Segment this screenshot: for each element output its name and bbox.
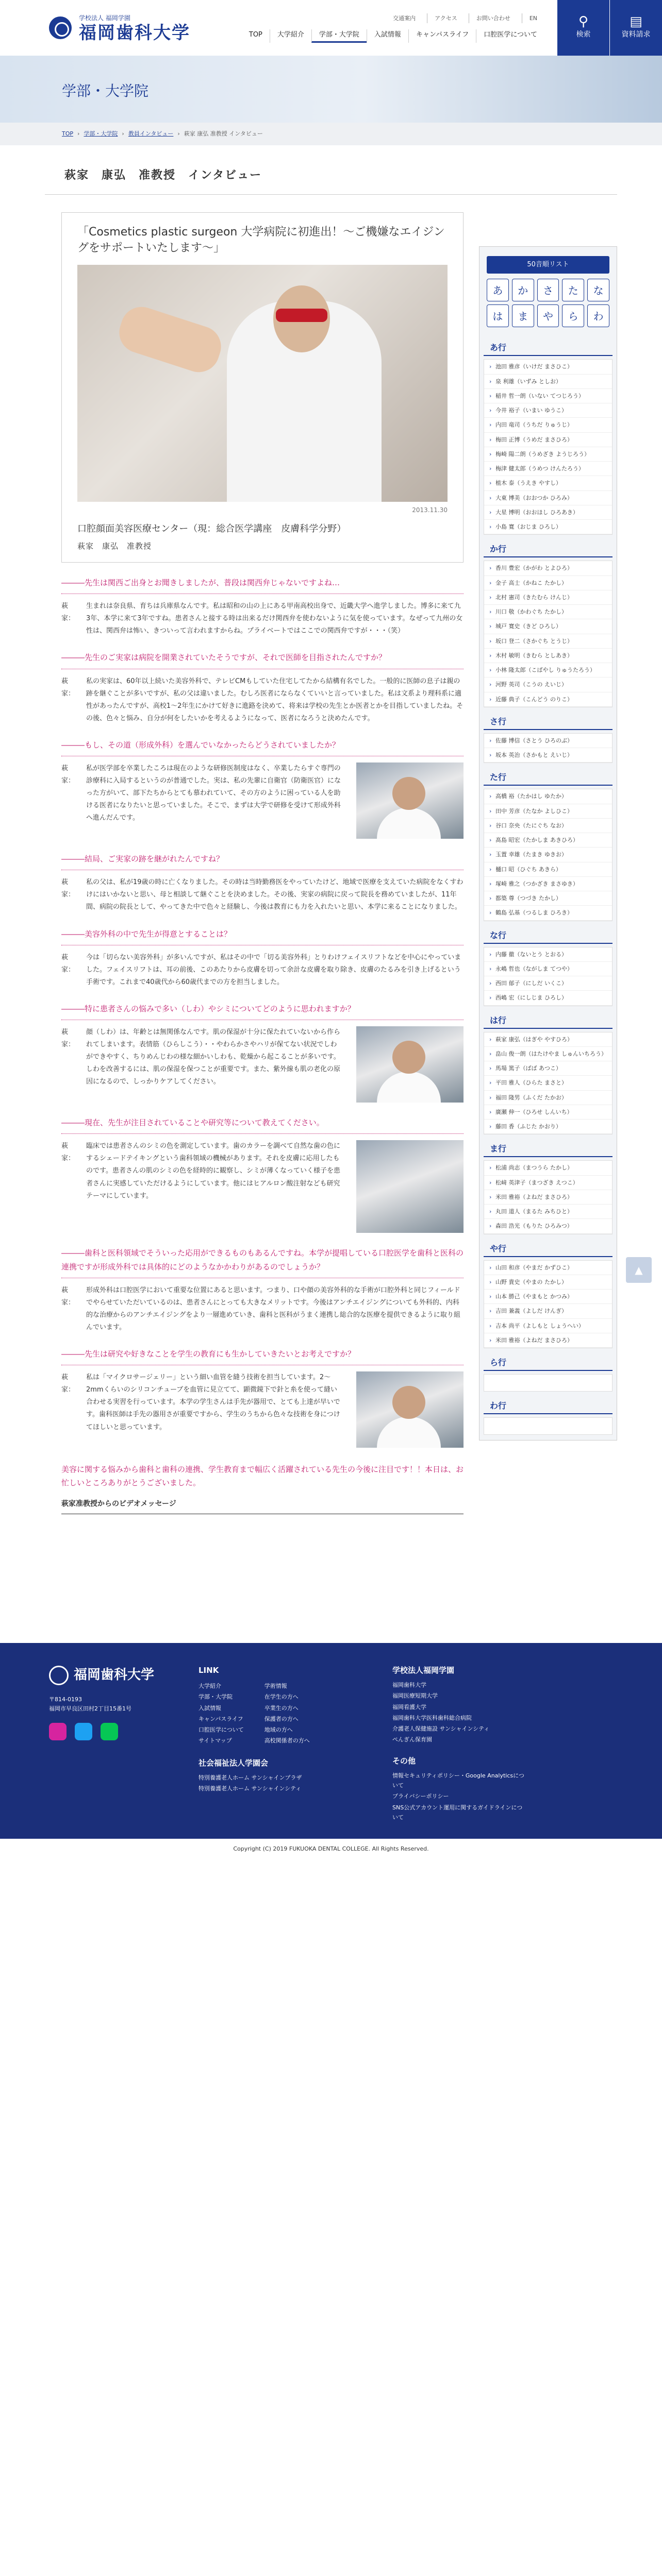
speaker: 萩家： [61,1028,75,1049]
interview-photo [356,762,464,839]
faculty-link[interactable]: › 西嶋 宏（にしじま ひろし） [484,991,612,1005]
qa-block [61,1246,464,1334]
logo-emblem-icon [49,16,72,39]
footer-group-link[interactable]: 福岡医療短期大学 [392,1692,438,1700]
kana-group [479,928,617,1006]
footer-other-link[interactable]: SNS公式アカウント運用に関するガイドラインについて [392,1804,523,1821]
photo-body [377,1417,441,1448]
video-message-heading: 萩家准教授からのビデオメッセージ [61,1498,464,1514]
faculty-link[interactable]: › 森田 浩光（もりた ひろみつ） [484,1219,612,1233]
speaker: 萩家： [61,1286,75,1307]
page-title: 萩家 康弘 准教授 インタビュー [45,145,617,195]
faculty-link[interactable]: › 川口 敬（かわぐち たかし） [484,605,612,619]
answer [61,1140,464,1233]
faculty-link[interactable]: › 池田 雅彦（いけだ まさひこ） [484,360,612,374]
footer-link-heading: LINK [198,1665,219,1675]
closing-message: 美容に関する悩みから歯科と歯科の連携、学生教育まで幅広く活躍されている先生の今後に注目です！！本日は、お忙しいところありがとうございました。 [61,1465,464,1487]
kana-group [479,341,617,535]
page-top-button[interactable] [626,1257,652,1283]
footer-link[interactable]: 在学生の方へ [264,1693,299,1701]
kana-group-heading: た行 [484,770,613,786]
photo-head [392,1041,425,1074]
kana-button-ra[interactable]: ら [562,304,584,327]
faculty-link[interactable]: › 梅津 健太郎（うめつ けんたろう） [484,462,612,476]
kana-group [479,1142,617,1234]
faculty-link[interactable]: › 山本 勝己（やまもと かつみ） [484,1290,612,1304]
faculty-list-items [484,1160,613,1234]
site-logo[interactable] [49,0,190,56]
breadcrumb-sep: › [122,130,124,138]
faculty-link[interactable]: › 金子 高士（かねこ たかし） [484,576,612,590]
faculty-link[interactable]: › 田中 芳彦（たなか よしひこ） [484,804,612,819]
empty-group [484,1374,613,1392]
search-icon: ⚲ [578,13,589,29]
header-navigation [242,0,544,56]
qa-block [61,852,464,913]
kana-button-ta[interactable]: た [562,279,584,301]
faculty-link[interactable]: › 梅崎 陽二朗（うめざき ようじろう） [484,447,612,462]
nav-admission[interactable]: 入試情報 [367,29,408,43]
faculty-link[interactable]: › 山野 貴史（やまの たかし） [484,1275,612,1290]
faculty-link[interactable]: › 吉田 兼義（よしだ けんぎ） [484,1304,612,1318]
qa-block [61,1116,464,1233]
kana-group-heading: や行 [484,1242,613,1257]
question: ―――先生は関西ご出身とお聞きしましたが、普段は関西弁じゃないですよね… [61,576,464,594]
faculty-link[interactable]: › 坂口 登二（さかぐち とうじ） [484,634,612,649]
footer-other-links [392,1771,524,1822]
footer-group-heading: 学校法人福岡学園 [392,1665,455,1675]
footer-link[interactable]: 学部・大学院 [198,1693,233,1701]
faculty-list-items [484,789,613,921]
answer-text: 臨床では患者さんのシミの色を測定しています。歯のカラーを調べて自然な歯の色にするシェードテイキングという歯科領域の機械があります。それを皮膚に応用したものです。患者さんの肌のシミの色を経時的に観察し、シミが薄くなっていく様子を患者さんに実感していただけるようにしています。他にはヒアルロン酸注射なども研究テーマにしています。 [86,1142,340,1200]
sns-links [49,1723,198,1740]
qa-block [61,1002,464,1103]
faculty-list-items [484,1260,613,1349]
faculty-list-items [484,359,613,535]
affiliation: 口腔顔面美容医療センター（現：総合医学講座 皮膚科学分野） [77,523,346,535]
qa-block [61,927,464,989]
faculty-link[interactable]: › 内田 竜司（うちだ りゅうじ） [484,418,612,432]
photo-body [377,1072,441,1103]
faculty-link[interactable]: › 大星 博明（おおほし ひろあき） [484,505,612,520]
professor-name: 萩家 康弘 准教授 [77,541,152,551]
answer-text: 顔（しわ）は、年齢とは無関係なんです。肌の保湿が十分に保たれていないから作られてしまいます。表情筋（ひらしこう）・・やわらかさやハリが保てない状況でしわができやすく、ちりめんじわの様な細かいしわも、乾燥から起こることが多いです。しわを改善するには、肌の保湿を保つことが重要です。また、紫外線も肌の老化の原因になるので、しっかりケアしてください。 [86,1028,340,1086]
question: ―――先生のご実家は病院を開業されていたそうですが、それで医師を目指されたんですか？ [61,651,464,669]
photo-hand [114,302,226,378]
footer-address: 〒814-0193 福岡市早良区田村2丁目15番1号 [49,1696,131,1712]
footer-link[interactable]: 学術情報 [264,1683,287,1690]
feature-box [61,212,464,563]
answer [61,600,464,637]
footer-logo[interactable] [49,1664,198,1687]
footer-link[interactable]: キャンパスライフ [198,1715,243,1722]
feature-heading: 「Cosmetics plastic surgeon 大学病院に初進出！～ご機嫌なエイジングをサポートいたします～」 [77,225,445,255]
kana-index-box [479,246,617,1441]
faculty-link[interactable]: › 小林 隆太郎（こばやし りゅうたろう） [484,663,612,677]
faculty-link[interactable]: › 松浦 尚志（まつうら たかし） [484,1161,612,1175]
question: ―――先生は研究や好きなことを学生の教育にも生かしていきたいとお考えですか？ [61,1347,464,1365]
faculty-link[interactable]: › 山田 和彦（やまだ かずひこ） [484,1261,612,1275]
faculty-link[interactable]: › 梅田 正博（うめだ まさひろ） [484,433,612,447]
kana-group [479,542,617,707]
answer [61,1284,464,1334]
qa-block [61,651,464,724]
faculty-link[interactable]: › 小島 寛（おじま ひろし） [484,520,612,534]
footer-other-link[interactable]: 情報セキュリティポリシー・Google Analyticsについて [392,1772,524,1789]
answer [61,952,464,989]
footer-link[interactable]: 卒業生の方へ [264,1704,299,1711]
breadcrumb-current: 萩家 康弘 准教授 インタビュー [184,130,263,138]
qa-block [61,738,464,839]
faculty-link[interactable]: › 城戸 寛史（きど ひろし） [484,619,612,634]
answer-text: 形成外科は口腔医学において重要な位置にあると思います。つまり、口や顔の美容外科的な手術が口腔外科と同じフィールドでやらせていただいているのは、患者さんにとっても大きなメリットです。今後はアンチエイジングについても外科的、内科的な治療からのアンチエイジングをより一層進めていき、歯科と医科がうまく連携し総合的な医療を提供できるように取り組んでいます。 [86,1286,460,1332]
faculty-link[interactable]: › 鶴島 弘基（つるしま ひろき） [484,906,612,920]
interview-photo [356,1026,464,1103]
util-link-contact[interactable]: お問い合わせ [469,13,518,23]
faculty-link[interactable]: › 泉 利雄（いずみ としお） [484,375,612,389]
footer-group-link[interactable]: 福岡看護大学 [392,1703,426,1710]
footer-link[interactable]: 入試情報 [198,1704,221,1711]
faculty-link[interactable]: › 佐藤 博信（さとう ひろのぶ） [484,734,612,748]
answer [61,675,464,725]
footer-link[interactable]: 保護者の方へ [264,1715,299,1722]
question: ―――結局、ご実家の跡を継がれたんですね？ [61,852,464,870]
footer-link-columns [198,1680,330,1747]
search-button[interactable] [557,0,609,56]
kana-group [479,1355,617,1392]
faculty-link[interactable]: › 大東 博美（おおつか ひろみ） [484,491,612,505]
kana-button-sa[interactable]: さ [537,279,559,301]
footer-link[interactable]: 大学紹介 [198,1683,221,1690]
utility-links [242,13,544,23]
copyright: Copyright (C) 2019 FUKUOKA DENTAL COLLEGE. All Rights Reserved. [0,1839,662,1859]
interview-article [61,212,464,1514]
faculty-link[interactable]: › 植木 泰（うえき やすし） [484,476,612,490]
site-footer [0,1643,662,1839]
faculty-list-items [484,947,613,1006]
breadcrumb [0,123,662,145]
arrow-up-icon: ▲ [635,1264,643,1276]
speaker: 萩家： [61,1374,75,1394]
professor-photo [77,265,448,502]
search-button-label: 検索 [576,30,591,39]
nav-faculty[interactable]: 学部・大学院 [311,29,367,43]
breadcrumb-sep: › [77,130,80,138]
faculty-link[interactable]: › 近藤 典子（こんどう のりこ） [484,692,612,707]
faculty-link[interactable]: › 永嶋 哲也（ながしま てつや） [484,962,612,976]
question: ―――美容外科の中で先生が得意とすることは？ [61,927,464,945]
faculty-link[interactable]: › 塚崎 雅之（つかざき まさゆき） [484,877,612,891]
breadcrumb-sep: › [177,130,180,138]
question: ―――歯科と医科領域でそういった応用ができるものもあるんですね。本学が提唱している口腔医学を歯科と医科の連携ですが形成外科では具体的にどのようなかかわりがあるのでしょうか？ [61,1246,464,1278]
faculty-list-items [484,561,613,707]
global-nav [242,29,544,43]
kana-button-ma[interactable]: ま [512,304,534,327]
answer-text: 私が医学部を卒業したころは現在のような研修医制度はなく、卒業したらすぐ専門の診療科に入局するというのが普通でした。実は、私の先輩に自衛官（防衛医官）になった方がいて、部下たちからとても慕われていて、その方のように困っている人を助ける医者になりたいと思っていました。そこで、まずは大学で研修を受けて形成外科へ進んだんです。 [86,765,341,822]
kana-group [479,1013,617,1135]
kana-group [479,715,617,764]
nav-campus-life[interactable]: キャンパスライフ [408,29,476,43]
empty-group [484,1417,613,1435]
footer-inner [0,1664,662,1823]
nav-top[interactable]: TOP [249,30,262,39]
photo-head [392,1386,425,1419]
instagram-icon[interactable] [49,1723,67,1740]
faculty-link[interactable]: › 平田 雅人（ひらた まさと） [484,1076,612,1090]
kana-group-heading: ら行 [484,1355,613,1371]
logo-title: 福岡歯科大学 [79,22,190,43]
logo-emblem-icon [49,1666,69,1685]
photo-body [377,808,441,839]
faculty-link[interactable]: › 内藤 徹（ないとう とおる） [484,947,612,962]
faculty-link[interactable]: › 藤田 香（ふじた かおり） [484,1120,612,1134]
speaker: 萩家： [61,953,75,974]
kana-button-wa[interactable]: わ [587,304,609,327]
footer-corp-heading: 社会福祉法人学園会 [198,1758,269,1768]
faculty-link[interactable]: › 玉置 幸雄（たまき ゆきお） [484,848,612,862]
faculty-link[interactable]: › 河野 英司（こうの えいじ） [484,677,612,692]
answer [61,1371,464,1448]
line-icon[interactable] [101,1723,118,1740]
faculty-link[interactable]: › 米田 雅裕（よねだ まさひろ） [484,1190,612,1205]
breadcrumb-top[interactable]: TOP [62,130,74,138]
research-screen-photo [356,1140,464,1233]
faculty-link[interactable]: › 髙島 昭宏（たかしま あきひろ） [484,833,612,848]
faculty-link[interactable]: › 馬場 篤子（ばば あつこ） [484,1061,612,1076]
kana-group-heading: か行 [484,542,613,557]
faculty-link[interactable]: › 廣瀬 伸一（ひろせ しんいち） [484,1105,612,1120]
speaker: 萩家： [61,602,75,623]
footer-brand [49,1664,198,1823]
speaker: 萩家： [61,1142,75,1163]
footer-group [392,1664,524,1823]
hero-banner [0,56,662,123]
faculty-link[interactable]: › 谷口 奈央（たにぐち なお） [484,819,612,833]
faculty-link[interactable]: › 今井 裕子（いまい ゆうこ） [484,403,612,418]
request-button-label: 資料請求 [621,30,651,39]
answer [61,876,464,913]
footer-group-link[interactable]: ぺんぎん保育園 [392,1736,432,1743]
kana-group [479,1399,617,1435]
faculty-link[interactable]: › 稲井 哲一朗（いない てつじろう） [484,389,612,403]
question: ―――現在、先生が注目されていることや研究等について教えてください。 [61,1116,464,1134]
kana-button-ha[interactable]: は [487,304,509,327]
faculty-link[interactable]: › 都築 尊（つづき たかし） [484,891,612,906]
footer-link[interactable]: 高校関係者の方へ [264,1737,310,1744]
document-icon: ▤ [630,13,642,29]
util-link-traffic[interactable]: 交通案内 [393,14,416,22]
kana-index [479,279,617,333]
nav-oral-medicine[interactable]: 口腔医学について [476,29,544,43]
kana-group-heading: さ行 [484,715,613,730]
util-link-access[interactable]: アクセス [427,13,465,23]
footer-group-link[interactable]: 福岡歯科大学 [392,1682,426,1689]
faculty-link[interactable]: › 福田 隆男（ふくだ たかお） [484,1091,612,1105]
question: ―――もし、その道（形成外科）を選んでいなかったらどうされていましたか？ [61,738,464,756]
photo-goggles [276,309,327,322]
sidebar [479,246,617,1441]
speaker: 萩家： [61,765,75,785]
kana-button-na[interactable]: な [587,279,609,301]
footer-other-heading: その他 [392,1756,416,1766]
site-header [0,0,662,56]
breadcrumb-faculty[interactable]: 学部・大学院 [84,130,118,138]
kana-group-heading: あ行 [484,341,613,356]
footer-link[interactable]: サイトマップ [198,1737,232,1744]
footer-link[interactable]: 地域の方へ [264,1726,293,1734]
kana-group-heading: ま行 [484,1142,613,1157]
content-wrapper [45,145,617,1514]
hero-title: 学部・大学院 [62,82,149,99]
faculty-list-items [484,1032,613,1135]
kana-group-heading: は行 [484,1013,613,1029]
footer-other-link[interactable]: プライバシーポリシー [392,1793,449,1800]
faculty-link[interactable]: › 吉本 尚平（よしもと しょうへい） [484,1319,612,1333]
faculty-list-items [484,733,613,764]
faculty-link[interactable]: › 西田 郁子（にしだ いくこ） [484,976,612,991]
kana-button-ya[interactable]: や [537,304,559,327]
publish-date: 2013.11.30 [412,506,448,514]
interview-photo [356,1371,464,1448]
kana-group-heading: な行 [484,928,613,944]
kana-group [479,770,617,921]
faculty-link[interactable]: › 畠山 俊一朗（はたけやま しゅんいちろう） [484,1047,612,1061]
answer-text: 今は「切らない美容外科」が多いんですが、私はその中で「切る美容外科」とりわけフェイスリフトなどを中心にやっていました。フェイスリフトは、耳の前後、このあたりから皮膚を切って余計な皮膚を取り除き、皮膚のたるみを引き上げるという手術です。これまで40歳代から60歳代までの方を担当しました。 [86,953,461,986]
faculty-link[interactable]: › 香川 豊宏（かがわ とよひろ） [484,561,612,575]
kana-group-heading: わ行 [484,1399,613,1414]
footer-links-a [198,1680,244,1747]
faculty-list [479,341,617,1435]
footer-group-link[interactable]: 福岡歯科大学医科歯科総合病院 [392,1714,472,1721]
footer-group-links [392,1680,524,1745]
faculty-link[interactable]: › 木村 敏明（きむら としあき） [484,649,612,663]
footer-logo-text: 福岡歯科大学 [74,1667,155,1683]
logo-subtitle: 学校法人 福岡学園 [79,14,130,22]
breadcrumb-interviews[interactable]: 教員インタビュー [128,130,174,138]
footer-link[interactable]: 口腔医学について [198,1726,244,1734]
kana-button-ka[interactable]: か [512,279,534,301]
speaker: 萩家： [61,677,75,698]
answer-text: 生まれは奈良県、育ちは兵庫県なんです。私は昭和の山の上にある甲南高校出身で、近畿大学へ進学しました。博多に来て九3年、本学に来て3年ですね。患者さんと接する時は出来るだけ関西弁を使わないように気を使っています。なぜって九州の女性は、関西弁は怖い、きついって言われますからね。プライベートではここでの関西弁ですが・・・（笑） [86,602,463,635]
footer-corp-link[interactable]: 特別養護老人ホーム サンシャインシティ [198,1785,302,1792]
faculty-link[interactable]: › 北村 憲司（きたむら けんじ） [484,590,612,605]
faculty-link[interactable]: › 松﨑 英津子（まつざき えつこ） [484,1176,612,1190]
request-materials-button[interactable] [609,0,662,56]
question: ―――特に患者さんの悩みで多い（しわ）やシミについてどのように思われますか？ [61,1002,464,1020]
util-link-english[interactable]: EN [522,13,544,23]
qa-block [61,576,464,637]
answer [61,1026,464,1103]
faculty-link[interactable]: › 高橋 裕（たかはし ゆたか） [484,789,612,804]
faculty-link[interactable]: › 樋口 昭（ひぐち あきら） [484,862,612,877]
faculty-link[interactable]: › 萩家 康弘（はぎや やすひろ） [484,1032,612,1047]
sidebar-title: 50音順リスト [487,256,609,274]
kana-button-a[interactable]: あ [487,279,509,301]
footer-group-link[interactable]: 介護老人保健施設 サンシャインシティ [392,1725,490,1733]
twitter-icon[interactable] [75,1723,92,1740]
answer-text: 私の実家は、60年以上続いた美容外科で、テレビCMもしていた住宅してたから結構有名でした。一般的に医師の息子は親の跡を継ぐことが多いですが、私の父は違いました。むしろ医者にならなくていいと言っていました。私は文系より理科系に適性があったんですが、高校1～2年生にかけて好きに進路を決めて、将来は学校の先生とか医者とかを目指していましたね。その後、色々と悩み、自分が何をしたいかを考えるようになって、医者になろうと決めたんです。 [86,677,464,722]
answer [61,762,464,839]
answer-text: 私は「マイクロサージェリー」という細い血管を縫う技術を担当しています。2～2mmくらいのシリコンチューブを血管に見立てて、顕微鏡下で針と糸を使って縫い合わせる実習を行っています。本学の学生さんは手先が器用で、とても上達が早いです。歯科医師は手先の器用さが重要ですから、学生のうちから色々な技術を身につけてほしいと思っています。 [86,1374,340,1431]
footer-corp-links [198,1773,330,1794]
kana-group [479,1242,617,1349]
answer-text: 私の父は、私が19歳の時に亡くなりました。その時は当時勤務医をやっていたけど、地域で医療を支えていた病院をなくすわけにはいかないと思い、母と相談して継ぐことを決めました。その後、実家の病院に戻って院長を務めていましたが、11年間、病院の院長として、やってきた中で色々と経験し、今後は教育にも力を入れたいと思い、本学に来ることになりました。 [86,878,464,911]
faculty-link[interactable]: › 丸田 道人（まるた みちひと） [484,1205,612,1219]
footer-links [198,1664,330,1823]
qa-block [61,1347,464,1448]
footer-links-b [264,1680,310,1747]
footer-corp-link[interactable]: 特別養護老人ホーム サンシャインプラザ [198,1774,302,1781]
faculty-link[interactable]: › 米田 雅裕（よねだ まさひろ） [484,1333,612,1348]
photo-head [392,777,425,810]
speaker: 萩家： [61,878,75,899]
nav-about[interactable]: 大学紹介 [270,29,311,43]
faculty-link[interactable]: › 坂本 英治（さかもと えいじ） [484,748,612,762]
